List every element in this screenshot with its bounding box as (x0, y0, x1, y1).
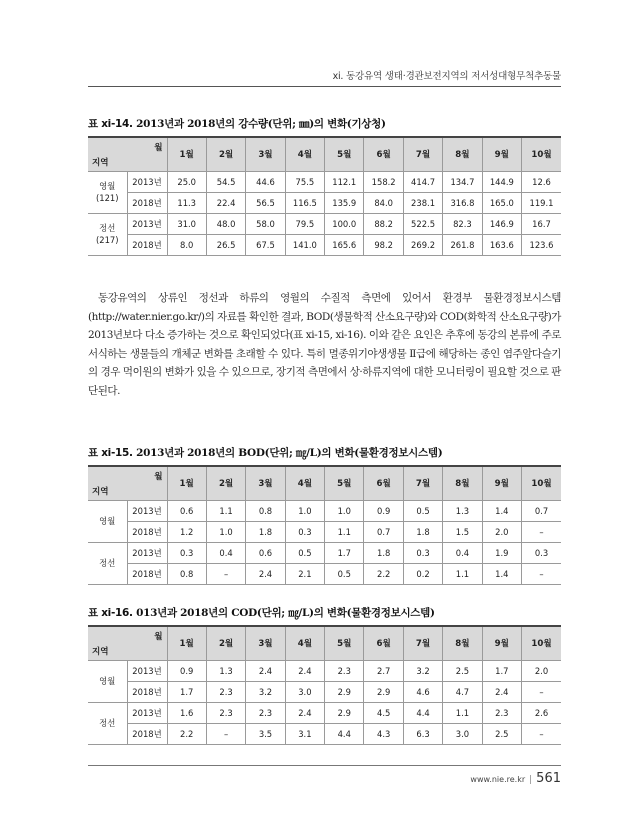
corner-region-label: 지역 (92, 646, 109, 657)
month-header: 9월 (482, 626, 521, 660)
table-caption-text: 2013년과 2018년의 BOD(단위; ㎎/L)의 변화(물환경정보시스템) (136, 447, 443, 459)
value-cell: 1.3 (443, 500, 482, 521)
value-cell: 112.1 (325, 171, 364, 192)
value-cell: 0.3 (285, 521, 324, 542)
value-cell: 0.9 (364, 500, 403, 521)
value-cell: 0.3 (403, 542, 442, 563)
value-cell: 3.2 (403, 660, 442, 681)
value-cell: 3.0 (443, 723, 482, 744)
header-rule (88, 86, 561, 87)
value-cell: 3.1 (285, 723, 324, 744)
value-cell: 88.2 (364, 213, 403, 234)
value-cell: 82.3 (443, 213, 482, 234)
corner-month-label: 월 (154, 472, 163, 482)
month-header: 5월 (325, 466, 364, 500)
corner-region-label: 지역 (92, 486, 109, 497)
value-cell: 238.1 (403, 192, 442, 213)
value-cell: 0.9 (167, 660, 206, 681)
value-cell: – (522, 681, 561, 702)
month-header: 1월 (167, 466, 206, 500)
value-cell: 2.7 (364, 660, 403, 681)
value-cell: 22.4 (206, 192, 245, 213)
page-number: 561 (536, 771, 561, 786)
month-header: 6월 (364, 466, 403, 500)
value-cell: 134.7 (443, 171, 482, 192)
year-cell: 2018년 (127, 563, 167, 584)
year-cell: 2013년 (127, 542, 167, 563)
value-cell: 0.8 (246, 500, 285, 521)
value-cell: 2.4 (482, 681, 521, 702)
bod-table (88, 465, 561, 585)
year-cell: 2013년 (127, 171, 167, 192)
value-cell: 1.7 (325, 542, 364, 563)
month-header: 2월 (206, 137, 245, 171)
value-cell: 0.3 (167, 542, 206, 563)
region-cell (88, 702, 127, 744)
region-cell (88, 542, 127, 584)
value-cell: 2.4 (285, 702, 324, 723)
value-cell: 316.8 (443, 192, 482, 213)
value-cell: – (522, 723, 561, 744)
table-row (88, 521, 561, 542)
value-cell: 44.6 (246, 171, 285, 192)
table-caption-precipitation (88, 116, 386, 131)
table-row (88, 563, 561, 584)
month-header: 1월 (167, 137, 206, 171)
value-cell: 2.0 (522, 660, 561, 681)
value-cell: 98.2 (364, 234, 403, 255)
value-cell: 146.9 (482, 213, 521, 234)
footer-separator: | (529, 775, 533, 785)
value-cell: 1.0 (285, 500, 324, 521)
value-cell: 58.0 (246, 213, 285, 234)
month-header: 7월 (403, 137, 442, 171)
value-cell: 2.9 (325, 702, 364, 723)
value-cell: – (206, 723, 245, 744)
table-caption-label: 표 xi-14. (88, 118, 133, 130)
month-header: 10월 (522, 137, 561, 171)
table-caption-label: 표 xi-15. (88, 447, 133, 459)
value-cell: 165.6 (325, 234, 364, 255)
value-cell: 84.0 (364, 192, 403, 213)
month-header: 4월 (285, 466, 324, 500)
value-cell: 3.0 (285, 681, 324, 702)
value-cell: 11.3 (167, 192, 206, 213)
value-cell: 2.5 (482, 723, 521, 744)
value-cell: 2.0 (482, 521, 521, 542)
value-cell: 1.7 (167, 681, 206, 702)
value-cell: 1.8 (364, 542, 403, 563)
table-row (88, 234, 561, 255)
value-cell: 116.5 (285, 192, 324, 213)
value-cell: 165.0 (482, 192, 521, 213)
footer-rule (88, 765, 561, 766)
year-cell: 2013년 (127, 213, 167, 234)
region-name: 영월 (99, 181, 116, 191)
region-cell (88, 171, 127, 213)
value-cell: 2.1 (285, 563, 324, 584)
value-cell: 4.3 (364, 723, 403, 744)
value-cell: 3.5 (246, 723, 285, 744)
region-name: 정선 (99, 558, 116, 568)
year-cell: 2018년 (127, 192, 167, 213)
month-header: 6월 (364, 137, 403, 171)
value-cell: 26.5 (206, 234, 245, 255)
value-cell: 2.2 (364, 563, 403, 584)
year-cell: 2018년 (127, 521, 167, 542)
body-paragraph (88, 289, 561, 400)
value-cell: 0.6 (246, 542, 285, 563)
value-cell: 414.7 (403, 171, 442, 192)
value-cell: 8.0 (167, 234, 206, 255)
month-header: 7월 (403, 466, 442, 500)
value-cell: 163.6 (482, 234, 521, 255)
table-row (88, 171, 561, 192)
value-cell: 1.5 (443, 521, 482, 542)
value-cell: 1.8 (403, 521, 442, 542)
value-cell: 48.0 (206, 213, 245, 234)
value-cell: 2.9 (364, 681, 403, 702)
value-cell: 269.2 (403, 234, 442, 255)
corner-header-cell (88, 137, 167, 171)
footer-url: www.nie.re.kr (470, 775, 526, 784)
corner-header-cell (88, 466, 167, 500)
table-row (88, 500, 561, 521)
value-cell: 67.5 (246, 234, 285, 255)
table-row (88, 542, 561, 563)
corner-month-label: 월 (154, 632, 163, 642)
month-header: 6월 (364, 626, 403, 660)
table-caption-label: 표 xi-16. (88, 607, 133, 619)
value-cell: 0.2 (403, 563, 442, 584)
cod-table (88, 625, 561, 745)
running-header: xi. 동강유역 생태·경관보전지역의 저서성대형무척추동물 (332, 71, 561, 82)
month-header: 2월 (206, 466, 245, 500)
value-cell: 56.5 (246, 192, 285, 213)
value-cell: 135.9 (325, 192, 364, 213)
region-name: 영월 (99, 516, 116, 526)
body-text: 동강유역의 상류인 정선과 하류의 영월의 수질적 측면에 있어서 환경부 물환경정보시스템(http://water.nier.go.kr/)의 자료를 확인한 결과, BOD(생물학적 산소요구량)와 COD(화학적 산소요구량)가 2013년보다 다소 증가하는 것으로 확인되었다(표 xi-15, xi-16). 이와 같은 요인은 추후에 동강의 본류에 주로 서식하는 생물들의 개체군 변화를 초래할 수 있다. 특히 멸종위기야생생물 Ⅱ급에 해당하는 종인 염주알다슬기의 경우 먹이원의 변화가 있을 수 있으므로, 장기적 측면에서 상·하류지역에 대한 모니터링이 필요할 것으로 판단된다. (88, 292, 561, 397)
table-caption-bod (88, 445, 442, 460)
value-cell: 141.0 (285, 234, 324, 255)
region-station-code: (121) (95, 193, 119, 203)
value-cell: 0.7 (522, 500, 561, 521)
value-cell: 25.0 (167, 171, 206, 192)
value-cell: 1.9 (482, 542, 521, 563)
value-cell: 1.4 (482, 500, 521, 521)
value-cell: 4.6 (403, 681, 442, 702)
value-cell: 2.6 (522, 702, 561, 723)
value-cell: 79.5 (285, 213, 324, 234)
value-cell: 0.6 (167, 500, 206, 521)
value-cell: 2.3 (246, 702, 285, 723)
value-cell: 0.8 (167, 563, 206, 584)
value-cell: 1.1 (443, 563, 482, 584)
month-header: 1월 (167, 626, 206, 660)
value-cell: 123.6 (522, 234, 561, 255)
corner-region-label: 지역 (92, 157, 109, 168)
region-name: 영월 (99, 676, 116, 686)
value-cell: 522.5 (403, 213, 442, 234)
year-cell: 2018년 (127, 723, 167, 744)
month-header: 5월 (325, 626, 364, 660)
month-header: 3월 (246, 137, 285, 171)
value-cell: 0.3 (522, 542, 561, 563)
value-cell: 12.6 (522, 171, 561, 192)
month-header: 8월 (443, 466, 482, 500)
value-cell: 1.6 (167, 702, 206, 723)
value-cell: 75.5 (285, 171, 324, 192)
month-header: 2월 (206, 626, 245, 660)
month-header: 3월 (246, 466, 285, 500)
value-cell: 119.1 (522, 192, 561, 213)
region-cell (88, 213, 127, 255)
table-caption-text: 013년과 2018년의 COD(단위; ㎎/L)의 변화(물환경정보시스템) (136, 607, 435, 619)
value-cell: 0.5 (285, 542, 324, 563)
value-cell: 1.0 (325, 500, 364, 521)
value-cell: 16.7 (522, 213, 561, 234)
table-caption-text: 2013년과 2018년의 강수량(단위; ㎜)의 변화(기상청) (136, 118, 386, 130)
value-cell: 0.4 (206, 542, 245, 563)
value-cell: 4.5 (364, 702, 403, 723)
value-cell: 1.1 (206, 500, 245, 521)
table-row (88, 702, 561, 723)
value-cell: – (522, 563, 561, 584)
month-header: 7월 (403, 626, 442, 660)
table-row (88, 213, 561, 234)
year-cell: 2013년 (127, 702, 167, 723)
value-cell: 6.3 (403, 723, 442, 744)
value-cell: 4.4 (403, 702, 442, 723)
header-row (88, 137, 561, 171)
month-header: 3월 (246, 626, 285, 660)
month-header: 4월 (285, 137, 324, 171)
corner-header-cell (88, 626, 167, 660)
header-row (88, 466, 561, 500)
value-cell: 31.0 (167, 213, 206, 234)
month-header: 8월 (443, 626, 482, 660)
month-header: 9월 (482, 466, 521, 500)
table-caption-cod (88, 605, 435, 620)
value-cell: 0.5 (325, 563, 364, 584)
month-header: 8월 (443, 137, 482, 171)
value-cell: 1.3 (206, 660, 245, 681)
value-cell: 4.7 (443, 681, 482, 702)
month-header: 4월 (285, 626, 324, 660)
corner-month-label: 월 (154, 143, 163, 153)
value-cell: 261.8 (443, 234, 482, 255)
value-cell: 4.4 (325, 723, 364, 744)
value-cell: 3.2 (246, 681, 285, 702)
value-cell: 54.5 (206, 171, 245, 192)
table-row (88, 681, 561, 702)
value-cell: 158.2 (364, 171, 403, 192)
month-header: 10월 (522, 626, 561, 660)
value-cell: 1.1 (325, 521, 364, 542)
value-cell: 144.9 (482, 171, 521, 192)
value-cell: 2.3 (482, 702, 521, 723)
header-row (88, 626, 561, 660)
value-cell: 1.2 (167, 521, 206, 542)
value-cell: 1.0 (206, 521, 245, 542)
region-station-code: (217) (95, 235, 119, 245)
value-cell: 0.7 (364, 521, 403, 542)
value-cell: 2.4 (246, 563, 285, 584)
region-cell (88, 660, 127, 702)
value-cell: 0.4 (443, 542, 482, 563)
table-row (88, 660, 561, 681)
value-cell: 1.7 (482, 660, 521, 681)
year-cell: 2013년 (127, 660, 167, 681)
value-cell: 2.4 (285, 660, 324, 681)
month-header: 10월 (522, 466, 561, 500)
value-cell: – (522, 521, 561, 542)
value-cell: 1.1 (443, 702, 482, 723)
value-cell: 2.3 (325, 660, 364, 681)
region-name: 정선 (99, 223, 116, 233)
year-cell: 2013년 (127, 500, 167, 521)
value-cell: – (206, 563, 245, 584)
value-cell: 100.0 (325, 213, 364, 234)
table-row (88, 192, 561, 213)
page-footer (470, 771, 561, 786)
region-name: 정선 (99, 718, 116, 728)
year-cell: 2018년 (127, 681, 167, 702)
table-row (88, 723, 561, 744)
month-header: 9월 (482, 137, 521, 171)
value-cell: 2.4 (246, 660, 285, 681)
region-cell (88, 500, 127, 542)
value-cell: 2.5 (443, 660, 482, 681)
value-cell: 2.9 (325, 681, 364, 702)
value-cell: 1.8 (246, 521, 285, 542)
value-cell: 1.4 (482, 563, 521, 584)
value-cell: 2.2 (167, 723, 206, 744)
precipitation-table (88, 136, 561, 256)
value-cell: 2.3 (206, 702, 245, 723)
value-cell: 2.3 (206, 681, 245, 702)
value-cell: 0.5 (403, 500, 442, 521)
year-cell: 2018년 (127, 234, 167, 255)
month-header: 5월 (325, 137, 364, 171)
